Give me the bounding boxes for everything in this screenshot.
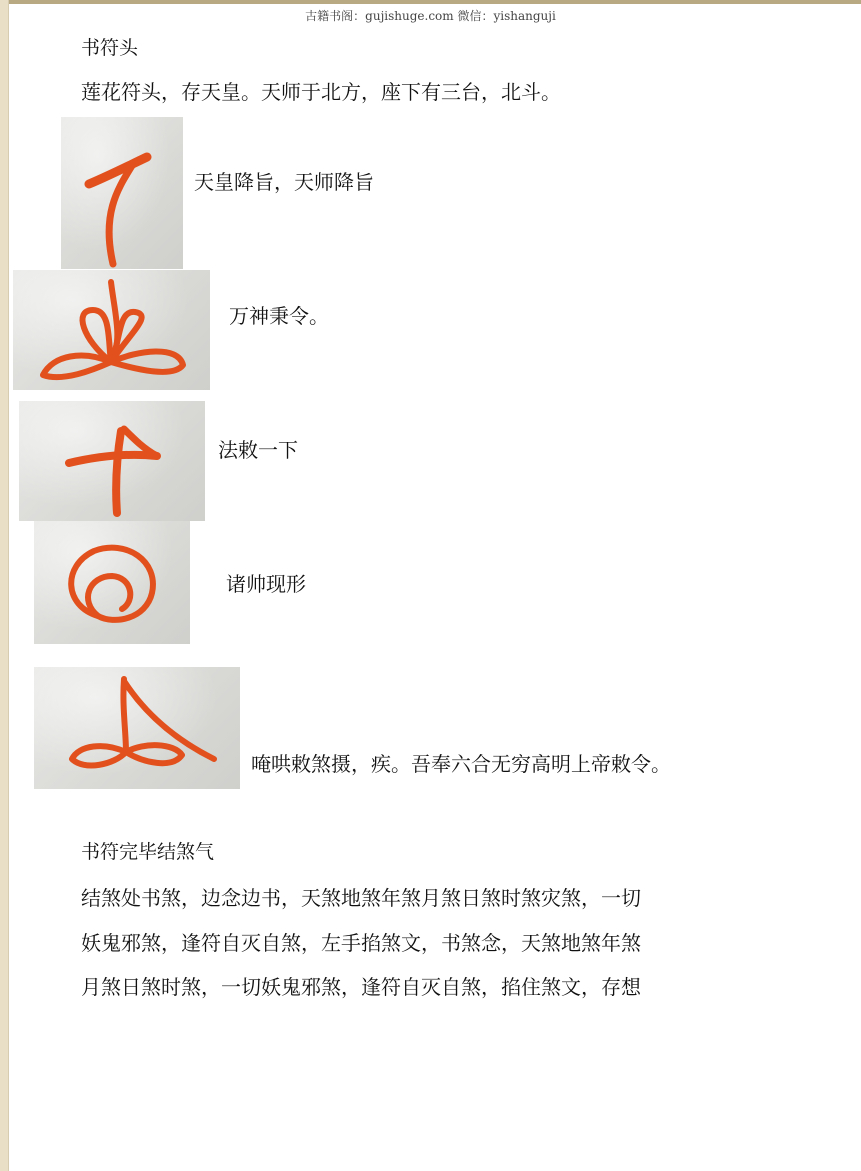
talisman-stroke-spiral-icon <box>34 521 190 644</box>
body-line-2: 妖鬼邪煞，逢符自灭自煞，左手掐煞文，书煞念，天煞地煞年煞 <box>81 931 641 955</box>
talisman-stroke-hook-icon <box>61 117 183 269</box>
body-line-1: 结煞处书煞，边念边书，天煞地煞年煞月煞日煞时煞灾煞，一切 <box>81 886 641 910</box>
step-caption-1: 天皇降旨，天师降旨 <box>194 170 374 194</box>
talisman-stroke-arrow-icon <box>19 401 205 521</box>
watermark: 古籍书阁：gujishuge.com 微信：yishanguji <box>305 9 556 23</box>
left-border <box>0 0 9 1171</box>
top-border <box>0 0 861 4</box>
step-caption-5: 唵哄敕煞摄，疾。吾奉六合无穷高明上帝敕令。 <box>251 752 671 776</box>
talisman-stroke-triangle-icon <box>34 667 240 789</box>
intro-text: 莲花符头，存天皇。天师于北方，座下有三台，北斗。 <box>81 80 561 104</box>
section-heading: 书符头 <box>81 37 139 59</box>
step-caption-3: 法敕一下 <box>218 438 298 462</box>
step-caption-2: 万神秉令。 <box>229 304 329 328</box>
step-caption-4: 诸帅现形 <box>226 572 306 596</box>
section-heading-2: 书符完毕结煞气 <box>81 841 215 863</box>
talisman-stroke-loops-icon <box>13 270 210 390</box>
body-line-3: 月煞日煞时煞，一切妖鬼邪煞，逢符自灭自煞，掐住煞文，存想 <box>81 975 641 999</box>
